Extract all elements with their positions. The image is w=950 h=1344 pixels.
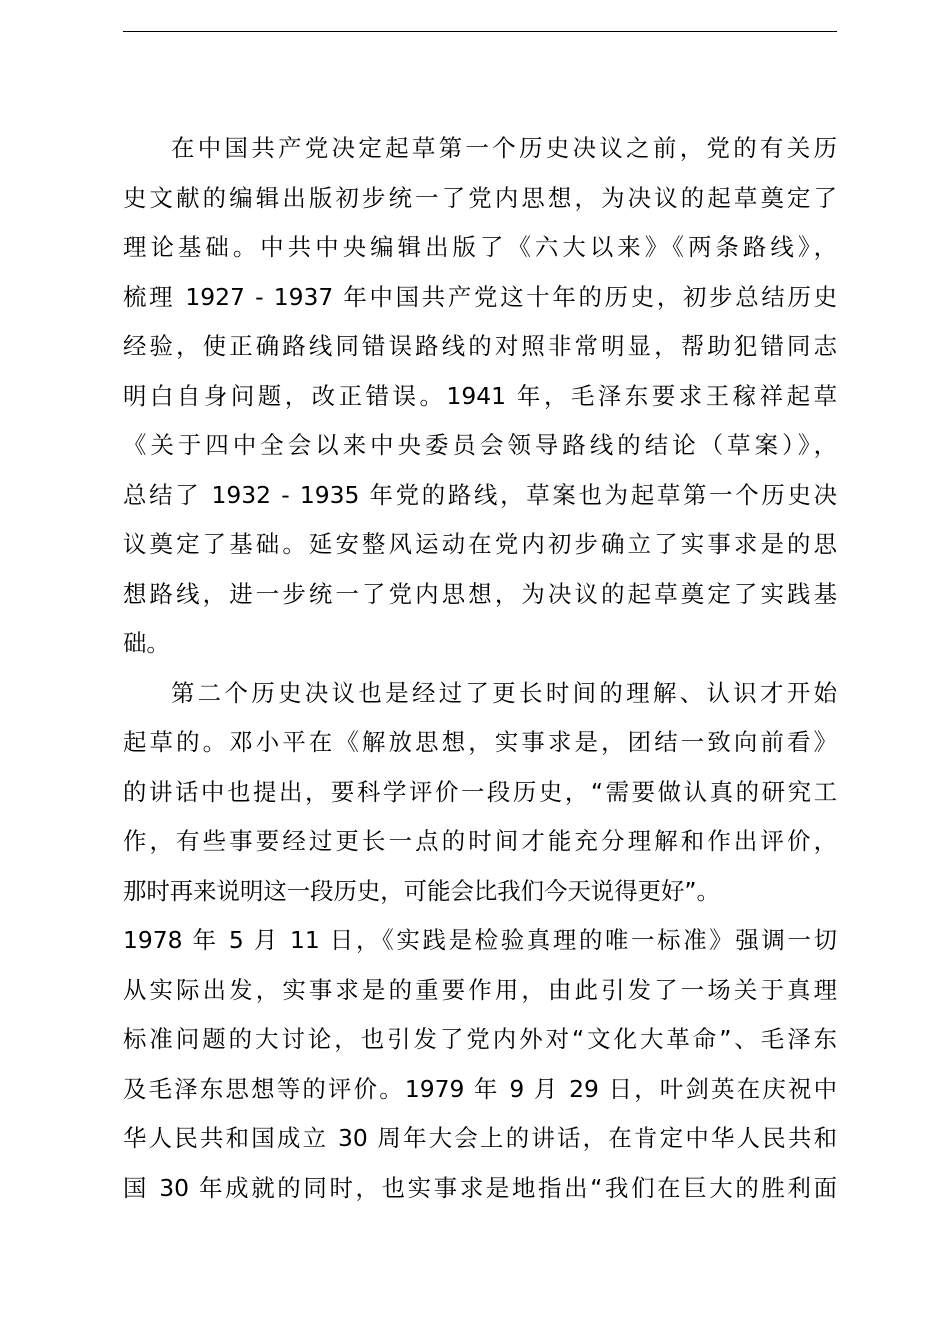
- text-line: 础。: [123, 629, 170, 657]
- text-line: 《关于四中全会以来中央委员会领导路线的结论（草案）》，: [123, 431, 837, 459]
- text-line: 的讲话中也提出，要科学评价一段历史，“需要做认真的研究工: [123, 777, 837, 806]
- text-line: 国 30 年成就的同时，也实事求是地指出“我们在巨大的胜利面: [123, 1173, 837, 1202]
- text-line: 起草的。邓小平在《解放思想，实事求是，团结一致向前看》: [123, 728, 837, 756]
- text-line: 议奠定了基础。延安整风运动在党内初步确立了实事求是的思: [123, 530, 837, 558]
- text-line: 标准问题的大讨论，也引发了党内外对“文化大革命”、毛泽东: [123, 1025, 837, 1053]
- text-line: 华人民共和国成立 30 周年大会上的讲话，在肯定中华人民共和: [123, 1124, 837, 1152]
- paragraph-1: [123, 124, 837, 669]
- text-line: 作，有些事要经过更长一点的时间才能充分理解和作出评价，: [123, 827, 837, 855]
- text-line: 理论基础。中共中央编辑出版了《六大以来》《两条路线》，: [123, 233, 837, 261]
- paragraph-2: [123, 669, 837, 1214]
- text-line: 总结了 1932 - 1935 年党的路线，草案也为起草第一个历史决: [123, 480, 837, 509]
- text-line: 从实际出发，实事求是的重要作用，由此引发了一场关于真理: [123, 975, 837, 1004]
- text-line: 经验，使正确路线同错误路线的对照非常明显，帮助犯错同志: [123, 332, 837, 360]
- text-line: 1978 年 5 月 11 日，《实践是检验真理的唯一标准》强调一切: [123, 926, 837, 954]
- text-line: 第二个历史决议也是经过了更长时间的理解、认识才开始: [171, 678, 837, 707]
- header-rule: [123, 31, 837, 32]
- text-line: 那时再来说明这一段历史，可能会比我们今天说得更好”。: [123, 876, 720, 905]
- text-line: 想路线，进一步统一了党内思想，为决议的起草奠定了实践基: [123, 579, 837, 608]
- text-line: 在中国共产党决定起草第一个历史决议之前，党的有关历: [171, 134, 837, 162]
- text-line: 明白自身问题，改正错误。1941 年，毛泽东要求王稼祥起草: [123, 381, 837, 410]
- text-line: 及毛泽东思想等的评价。1979 年 9 月 29 日，叶剑英在庆祝中: [123, 1074, 837, 1103]
- body-text: [123, 124, 837, 1213]
- text-line: 梳理 1927 - 1937 年中国共产党这十年的历史，初步总结历史: [123, 282, 837, 311]
- text-line: 史文献的编辑出版初步统一了党内思想，为决议的起草奠定了: [123, 183, 837, 212]
